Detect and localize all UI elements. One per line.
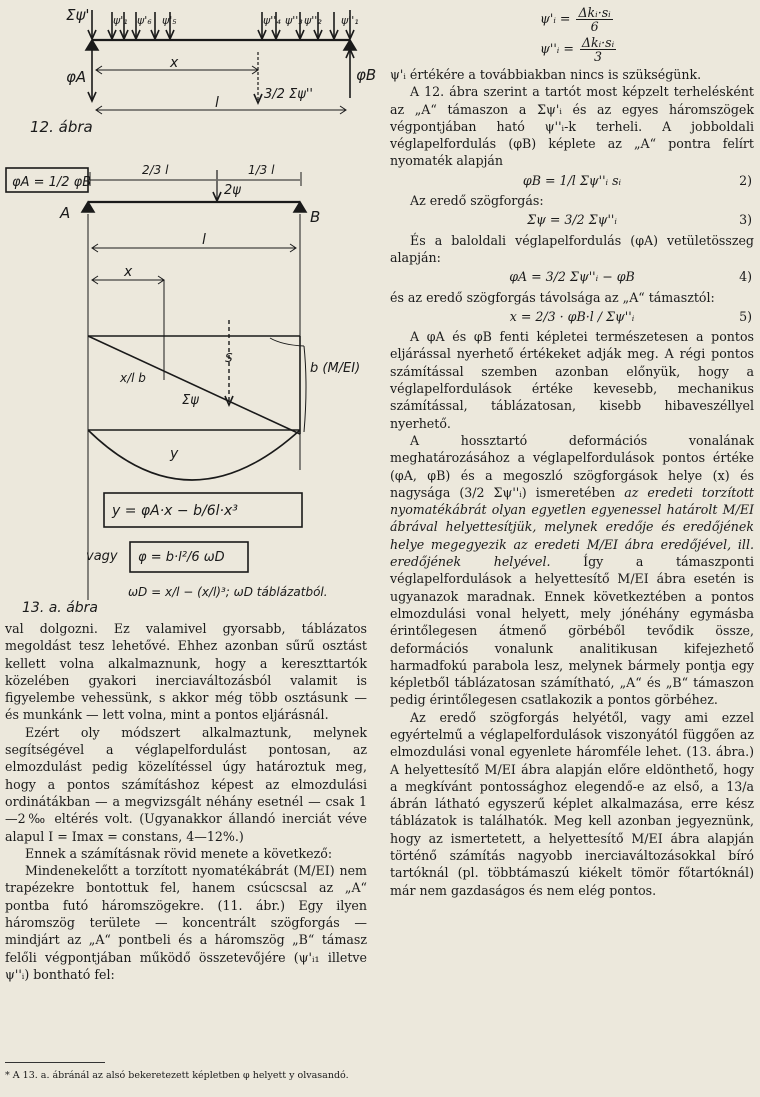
fig12-load-r2: ψ''₂ bbox=[304, 14, 322, 27]
fig12-load-5: ψ'₅ bbox=[162, 14, 177, 27]
fig12-resultant: 3/2 Σψ'' bbox=[264, 87, 313, 102]
fig13-s: S bbox=[225, 351, 233, 365]
paragraph-r7: A hossztartó deformációs vonalának meghatározásához a véglapelfordulások pontos értéke (φA, φB) és a megoszló szögforgások helye (x) és nagysága (3/2 Σψ''ᵢ) ismeretében az eredeti torzított nyomatékábrát olyan egyetlen egyenessel határolt M/EI ábrával helyettesítjük, melynek eredője és eredőjének helye megegyezik az eredeti M/EI ábra eredőjével, ill. eredőjének helyével. Így a támaszponti véglapelfordulások a helyettesítő M/EI ábra esetén is ugyanazok maradnak. Ennek következtében a pontos elmozdulási vonal helyett, mely jónéhány egymásba érintőlegesen átmenő görbéből tevődik össze, deformációs vonalunk analitikusan kifejezhető harmadfokú parabola lesz, melynek bármely pontja egy képletből táblázatosan számítható, „A“ és „B“ támaszon pedig érintőlegesen csatlakozik a pontos görbéhez. bbox=[390, 432, 754, 708]
fig12-load-6: ψ'₆ bbox=[137, 14, 152, 27]
fig12-load-r4: ψ''₄ bbox=[263, 14, 281, 27]
fig13-load: 2ψ bbox=[224, 183, 241, 198]
paragraph-r2: A 12. ábra szerint a tartót most képzelt terhelésként az „A“ támaszon a Σψ'ᵢ és az egyes háromszögek végpontjában ható ψ''ᵢ-k terheli. A jobboldali véglapelfordulás (φB) képlete az „A“ pontra felírt nyomaték alapján bbox=[390, 84, 754, 169]
equation-3: Σψ = 3/2 Σψ''ᵢ 3) bbox=[527, 212, 752, 228]
fig13-sum-psi: Σψ bbox=[182, 393, 199, 408]
fig12-x: x bbox=[170, 55, 179, 71]
fig13-omega: ωD = x/l − (x/l)³; ωD táblázatból. bbox=[128, 585, 328, 599]
paragraph-l2: Ezért oly módszert alkalmaztunk, melynek segítségével a véglapelfordulást pontosan, az elmozdulást pedig közelítéssel úgy határoztuk meg, hogy a pontos számításhoz képest az elmozdulási ordinátákban — a megvizsgált néhány esetnél — csak 1—2‰ eltérés volt. (Ugyanakkor állandó inerciát véve alapul I = Imax = constans, 4—12%.) bbox=[5, 724, 367, 844]
fig12-load-1: ψ'₁ bbox=[113, 14, 128, 27]
fig12-sum-left: Σψ' bbox=[66, 6, 90, 24]
paragraph-l3: Ennek a számításnak rövid menete a következő: bbox=[25, 845, 333, 861]
equation-5: x = 2/3 · φB·l / Σψ''ᵢ 5) bbox=[509, 308, 752, 324]
figures bbox=[0, 0, 380, 620]
fig13-y: y bbox=[170, 446, 179, 462]
fig13-A: A bbox=[60, 204, 71, 222]
right-column bbox=[390, 4, 754, 899]
paragraph-r8: Az eredő szögforgás helyétől, vagy ami ezzel egyértelmű a véglapelfordulások viszonyától függően az elmozdulási vonal egyenlete háromféle lehet. (13. ábra.) A helyettesítő M/EI ábra alapján előre eldönthető, hogy a megkívánt pontossághoz elegendő-e az első, a 13/a ábrán látható egyszerű képlet alkalmazása, erre kész táblázatok is találhatók. Meg kell azonban jegyeznünk, hogy az ismertetett, a helyettesítő M/EI ábra alapján történő számítás nagyobb inerciaváltozásokkal bíró tartóknál (pl. többtámaszú kiékelt tömör főtartóknál) már nem gazdaságos és nem elég pontos. bbox=[390, 709, 754, 898]
eq-psi-double-prime: ψ''ᵢ = $\frac{\text{Δkᵢ·sᵢ}}{3}$ bbox=[540, 35, 615, 64]
paragraph-r6: A φA és φB fenti képletei természetesen a pontos eljárással nyerhető értékeket adják meg. A régi pontos számítással szemben azonban előnyük, hogy a véglapelfordulások értéke kevesebb, mechanikus számítással, táblázatosan, kisebb hibaveszéllyel nyerhető. bbox=[390, 329, 754, 431]
equation-2: φB = 1/l Σψ''ᵢ sᵢ 2) bbox=[522, 172, 752, 188]
fig13-formula2: φ = b·l²/6 ωD bbox=[138, 550, 225, 565]
fig13-one-third: 1/3 l bbox=[248, 163, 275, 177]
fig13-label: 13. a. ábra bbox=[22, 600, 98, 616]
fig12-l: l bbox=[215, 95, 219, 111]
fig13-x: x bbox=[124, 264, 133, 280]
paragraph-r3: Az eredő szögforgás: bbox=[410, 193, 544, 209]
fig13-l: l bbox=[202, 232, 206, 248]
fig13-box-phi: φA = 1/2 φB bbox=[12, 175, 92, 190]
fig12-load-r3: ψ''₃ bbox=[285, 14, 303, 27]
eq-psi-double-prime-den: 3 bbox=[594, 49, 603, 64]
fig13-vagy: vagy bbox=[86, 549, 118, 564]
emphasis-text: az eredeti torzított nyomatékábrát olyan egyetlen egyenessel határolt M/EI ábrával helyettesítjük, melynek eredője és eredőjének helye megegyezik az eredeti M/EI ábra eredőjével, ill. eredőjének helyével. bbox=[390, 484, 754, 570]
paragraph-r4: És a baloldali véglapelfordulás (φA) vetületösszeg alapján: bbox=[390, 232, 754, 265]
figure-13a bbox=[6, 168, 306, 600]
paragraph-l4: Mindenekelőtt a torzított nyomatékábrát (M/EI) nem trapézekre bontottuk fel, hanem csúcscsal az „A“ pontba futó háromszögekre. (11. ábr.) Egy ilyen háromszög területe — koncentrált szögforgás — mindjárt az „A“ pontbeli és a háromszög „B“ támasz felőli végpontjában működő összetevőjére (ψ'ᵢ₁ illetve ψ''ᵢ) bontható fel: bbox=[5, 863, 367, 982]
paragraph-r1: ψ'ᵢ értékére a továbbiakban nincs is szükségünk. bbox=[390, 67, 702, 82]
paragraph-l1: val dolgozni. Ez valamivel gyorsabb, táblázatos megoldást tesz lehetővé. Ehhez azonban sűrű osztást kellett volna alkalmaznunk, hogy a kereszttartók közelében gyakori inerciaváltozásból valamit is figyelembe vehessünk, s akkor még több osztásunk — és munkánk — lett volna, mint a pontos eljárásnál. bbox=[5, 621, 367, 723]
fig12-phi-a: φA bbox=[66, 68, 87, 86]
eq-psi-prime-num: Δkᵢ·sᵢ bbox=[578, 5, 611, 20]
fig13-formula1: y = φA·x − b/6l·x³ bbox=[112, 503, 238, 519]
fig12-load-r1: ψ''₁ bbox=[341, 14, 359, 27]
footnote: * A 13. a. ábránál az alsó bekeretezett képletben φ helyett y olvasandó. bbox=[5, 1070, 349, 1081]
paragraph-r5: és az eredő szögforgás távolsága az „A“ támasztól: bbox=[390, 289, 715, 305]
eq-psi-prime: ψ'ᵢ = $\frac{\text{Δkᵢ·sᵢ}}{6}$ bbox=[540, 5, 611, 34]
eq-psi-double-prime-num: Δkᵢ·sᵢ bbox=[581, 35, 615, 50]
fig12-phi-b: φB bbox=[356, 66, 377, 84]
fig13-xb: x/l b bbox=[120, 371, 146, 385]
fig12-label: 12. ábra bbox=[30, 118, 93, 136]
fig13-two-thirds: 2/3 l bbox=[142, 163, 169, 177]
left-column bbox=[5, 620, 367, 983]
eq-psi-prime-den: 6 bbox=[590, 19, 599, 34]
fig13-B: B bbox=[310, 208, 321, 226]
equation-4: φA = 3/2 Σψ''ᵢ − φB 4) bbox=[509, 269, 752, 285]
fig13-b-mei: b (M/EI) bbox=[310, 361, 361, 376]
footnote-rule bbox=[5, 1062, 105, 1063]
